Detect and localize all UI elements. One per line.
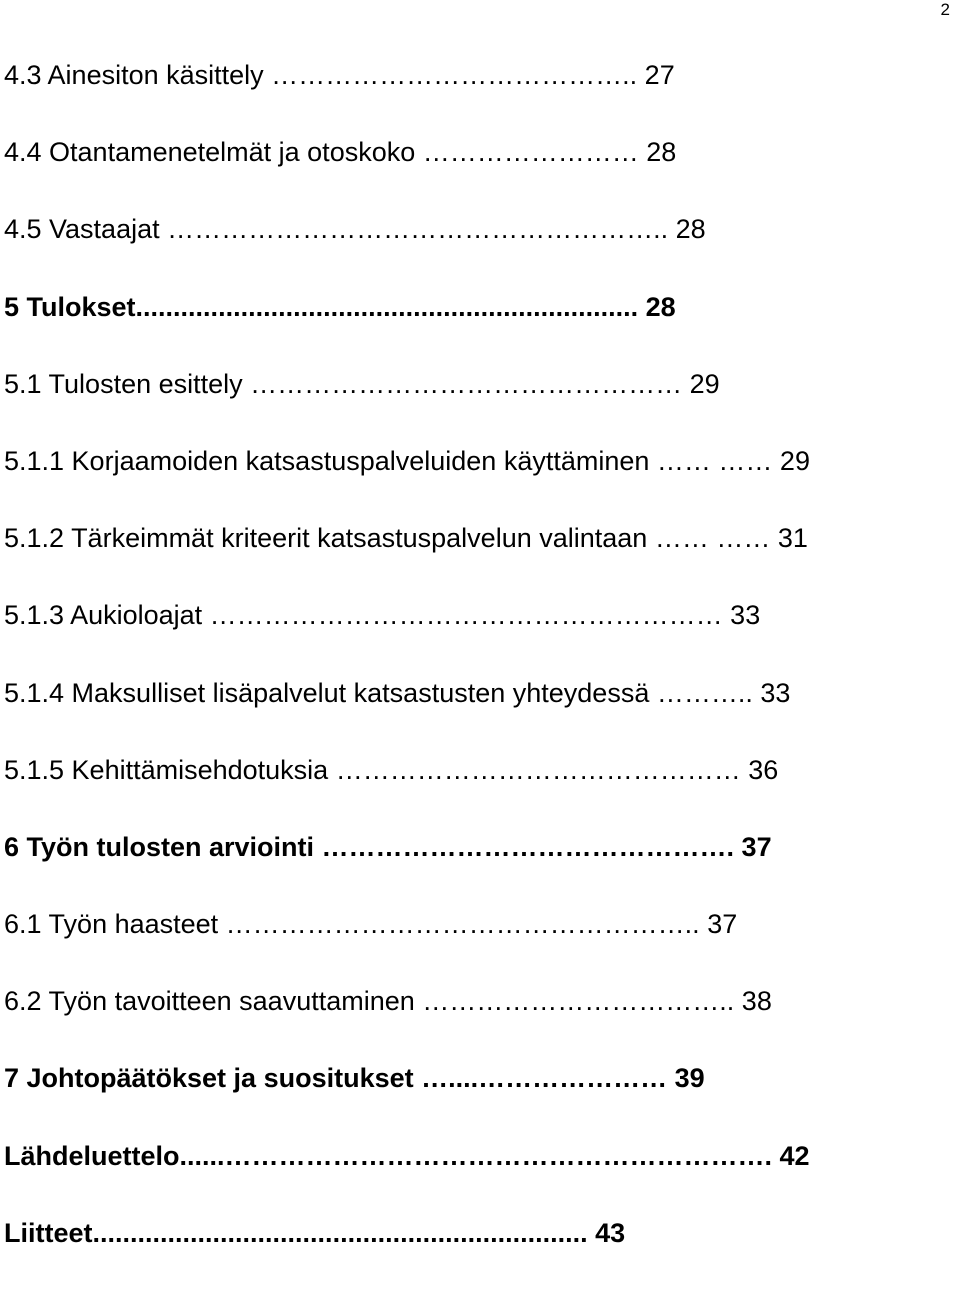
toc-entry-leader: …… …… [654,523,778,554]
toc-entry-title: 6.2 Työn tavoitteen saavuttaminen [4,986,423,1017]
toc-entry-title: 4.4 Otantamenetelmät ja otoskoko [4,137,423,168]
toc-entry [4,595,904,672]
toc-entry-leader: …… …… [656,445,780,476]
toc-entry-leader: ……….. [656,677,761,708]
toc-entry [4,287,904,364]
toc-entry-page: 29 [689,368,720,399]
toc-entry-title: 5.1.1 Korjaamoiden katsastuspalveluiden käyttäminen [4,445,657,476]
toc-entry [4,827,904,904]
toc-entry-title: Liitteet [4,1217,93,1248]
toc-entry [4,441,904,518]
toc-entry-title: 6.1 Työn haasteet [4,909,226,940]
toc-entry [4,55,904,132]
toc-entry-page: 37 [707,909,738,940]
toc-entry-page: 33 [730,600,761,631]
toc-entry-page: 28 [645,291,676,322]
toc-entry-page: 29 [779,445,810,476]
toc-entry-leader: ……………………………………… [335,754,749,785]
toc-entry-page: 39 [674,1063,705,1094]
toc-entry-title: 5.1.4 Maksulliset lisäpalvelut katsastusten yhteydessä [4,677,657,708]
toc-entry-page: 38 [741,986,772,1017]
toc-entry-leader: ………………………………………………… [209,600,731,631]
table-of-contents [4,55,904,1290]
toc-entry [4,750,904,827]
toc-entry-title: Lähdeluettelo [4,1140,180,1171]
toc-entry-leader: .................................................................. [92,1217,596,1248]
toc-entry-title: 6 Työn tulosten arviointi [4,831,322,862]
toc-entry [4,673,904,750]
toc-entry [4,1058,904,1135]
toc-entry [4,904,904,981]
toc-entry [4,1213,904,1290]
toc-entry [4,981,904,1058]
toc-entry-title: 5.1 Tulosten esittely [4,368,251,399]
toc-entry-leader: ………………………………………… [250,368,690,399]
page-number: 2 [940,0,950,19]
toc-entry-title: 5 Tulokset [4,291,136,322]
toc-entry [4,1136,904,1213]
toc-entry [4,364,904,441]
toc-entry-leader: ......……………………………………………………. [179,1140,780,1171]
toc-entry-page: 28 [675,214,706,245]
toc-entry [4,132,904,209]
toc-entry-leader: ………………………………….. [271,60,645,90]
toc-entry-page: 31 [777,523,808,554]
toc-entry-title: 4.5 Vastaajat [4,214,168,245]
toc-entry-page: 43 [595,1217,626,1248]
toc-entry-title: 4.3 Ainesiton käsittely [4,60,272,90]
toc-entry-page: 27 [644,60,675,90]
toc-entry-title: 5.1.3 Aukioloajat [4,600,210,631]
toc-entry-title: 5.1.2 Tärkeimmät kriteerit katsastuspalvelun valintaan [4,523,655,554]
toc-entry-leader: …………………………….. [422,986,742,1017]
toc-entry [4,518,904,595]
toc-entry-page: 36 [748,754,779,785]
toc-entry-title: 7 Johtopäätökset ja suositukset [4,1063,422,1094]
toc-entry-page: 28 [646,137,677,168]
toc-entry-page: 37 [741,831,772,862]
toc-entry-title: 5.1.5 Kehittämisehdotuksia [4,754,336,785]
toc-entry-leader: ................................................................... [135,291,646,322]
toc-entry-page: 33 [760,677,791,708]
toc-entry-leader: …………………… [422,137,647,168]
toc-entry-leader: ……………………………………………….. [167,214,676,245]
toc-entry [4,209,904,286]
toc-entry-leader: …....………………… [421,1063,675,1094]
toc-entry-page: 42 [779,1140,810,1171]
toc-entry-leader: ………………………………………. [321,831,742,862]
toc-entry-leader: …………………………………………….. [225,909,708,940]
